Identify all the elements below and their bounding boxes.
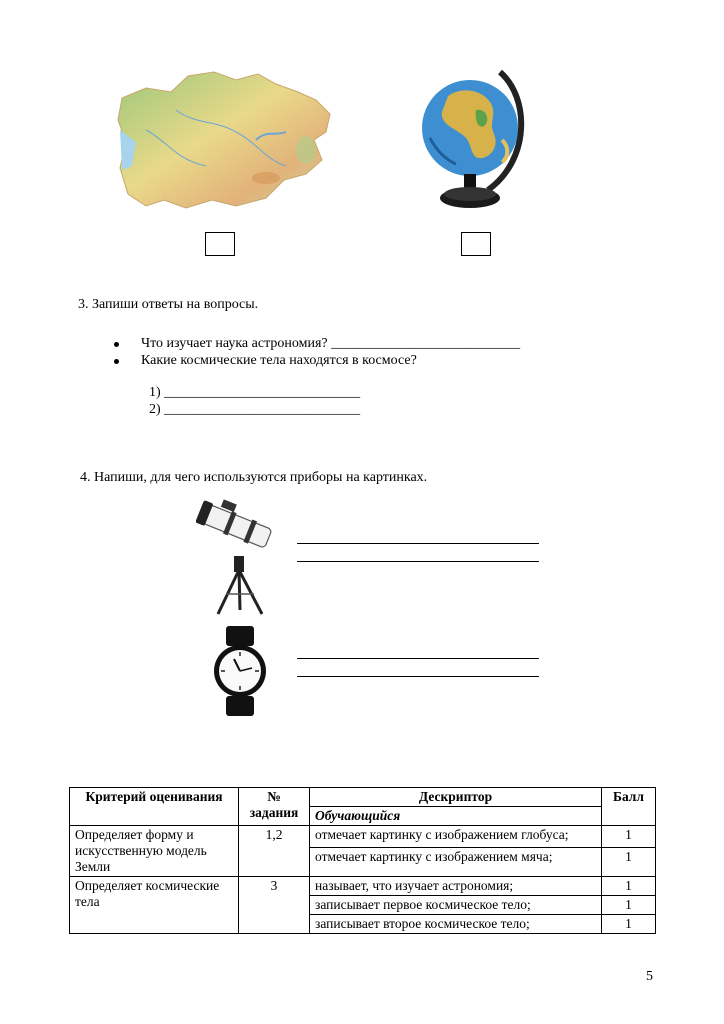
table-row	[70, 877, 656, 896]
criterion-cell: Определяет космические тела	[70, 877, 239, 934]
bullet-icon	[114, 359, 119, 364]
score-cell: 1	[602, 915, 656, 934]
watch-answer-line-1[interactable]	[297, 658, 539, 659]
descriptor-cell: записывает второе космическое тело;	[310, 915, 602, 934]
map-answer-checkbox[interactable]	[205, 232, 235, 256]
header-criterion: Критерий оценивания	[70, 788, 239, 826]
globe-image	[418, 68, 533, 213]
telescope-image	[196, 498, 276, 616]
task-number-cell: 1,2	[239, 826, 310, 877]
header-descriptor: Дескриптор	[310, 788, 602, 807]
task3-heading: 3. Запиши ответы на вопросы.	[78, 297, 259, 312]
score-cell: 1	[602, 896, 656, 915]
kazakhstan-map-image	[116, 70, 336, 212]
bullet-icon	[114, 342, 119, 347]
task3-question-2: Какие космические тела находятся в космосе?	[141, 353, 417, 368]
header-score: Балл	[602, 788, 656, 826]
assessment-table	[69, 787, 656, 934]
globe-answer-checkbox[interactable]	[461, 232, 491, 256]
wristwatch-image	[212, 626, 268, 716]
descriptor-cell: отмечает картинку с изображением глобуса;	[310, 826, 602, 848]
header-learner: Обучающийся	[310, 807, 602, 826]
criterion-cell: Определяет форму и искусственную модель Земли	[70, 826, 239, 877]
telescope-answer-line-2[interactable]	[297, 561, 539, 562]
telescope-answer-line-1[interactable]	[297, 543, 539, 544]
table-row	[70, 826, 656, 848]
page-number: 5	[646, 969, 653, 984]
descriptor-cell: записывает первое космическое тело;	[310, 896, 602, 915]
task3-answer-line-2[interactable]: 2) ____________________________	[149, 402, 361, 417]
task-number-cell: 3	[239, 877, 310, 934]
descriptor-cell: называет, что изучает астрономия;	[310, 877, 602, 896]
header-task-number: № задания	[239, 788, 310, 826]
descriptor-cell: отмечает картинку с изображением мяча;	[310, 848, 602, 877]
score-cell: 1	[602, 826, 656, 848]
score-cell: 1	[602, 877, 656, 896]
task4-heading: 4. Напиши, для чего используются приборы на картинках.	[80, 470, 428, 485]
score-cell: 1	[602, 848, 656, 877]
watch-answer-line-2[interactable]	[297, 676, 539, 677]
task3-answer-line-1[interactable]: 1) ____________________________	[149, 385, 361, 400]
task3-question-1: Что изучает наука астрономия? ___________________________	[141, 336, 521, 351]
